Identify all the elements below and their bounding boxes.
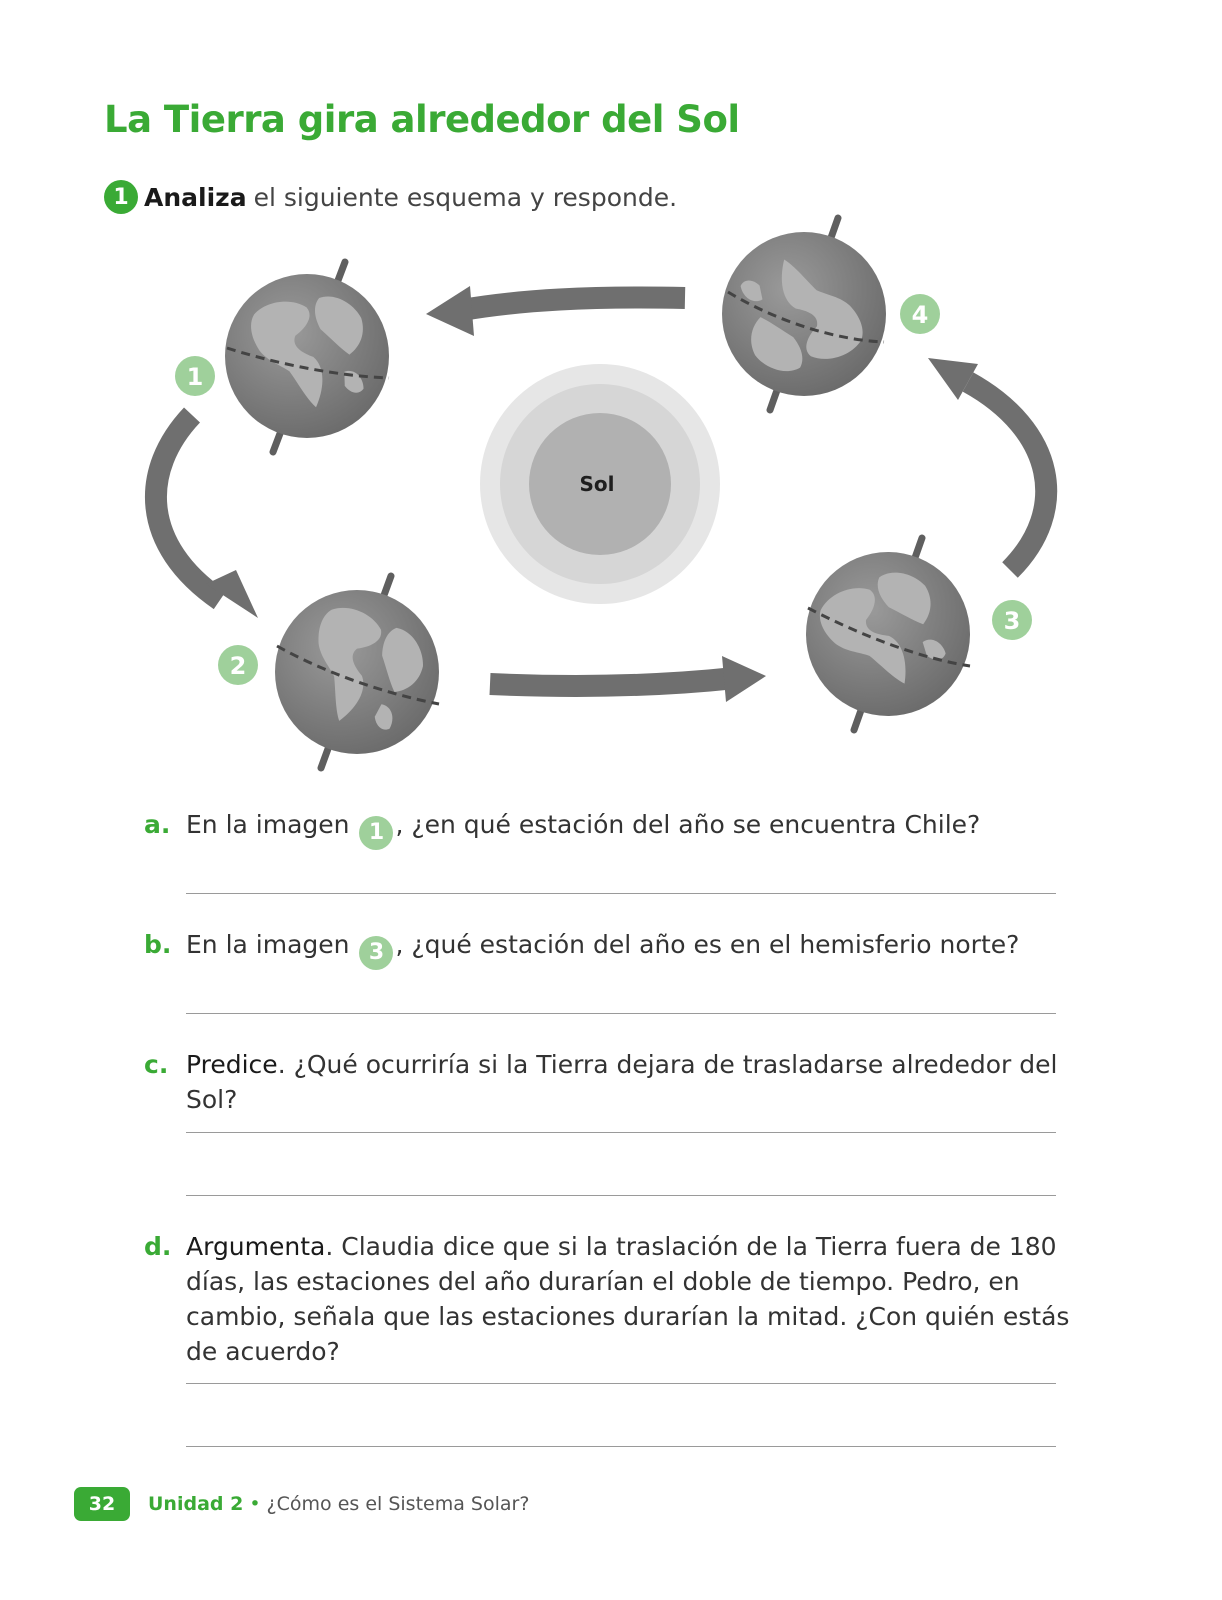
instruction-verb: Analiza [144,182,247,212]
answer-line-d-1[interactable] [186,1383,1056,1384]
footer-separator: • [249,1493,261,1515]
arrow-3-to-4 [968,382,1046,570]
position-badge-4 [900,294,940,334]
activity-number-badge: 1 [104,180,138,214]
position-badge-3 [992,600,1032,640]
question-text: . ¿Qué ocurriría si la Tierra dejara de trasladarse alrededor del Sol? [186,1050,1058,1114]
question-a [144,807,1084,850]
svg-text:3: 3 [1003,607,1021,635]
page-footer [74,1487,529,1521]
earth-orbit-diagram [0,210,1222,780]
question-text-post: , ¿en qué estación del año se encuentra Chile? [395,810,981,839]
earth-position-4 [722,218,886,410]
svg-text:1: 1 [186,363,204,391]
question-text: . Claudia dice que si la traslación de la Tierra fuera de 180 días, las estaciones del año durarían el doble de tiempo. Pedro, en cambio, señala que las estaciones durarían la mitad. ¿Con quién estás de acuerdo? [186,1232,1070,1366]
question-keyword: Argumenta [186,1232,326,1261]
arrow-4-to-1 [462,298,685,311]
answer-line-a[interactable] [186,893,1056,894]
question-letter: d. [144,1232,172,1261]
question-b [144,927,1084,970]
unit-title: ¿Cómo es el Sistema Solar? [266,1493,530,1515]
question-text-post: , ¿qué estación del año es en el hemisferio norte? [395,930,1020,959]
sun-label: Sol [579,472,615,496]
earth-position-3 [806,538,970,730]
answer-line-c-2[interactable] [186,1195,1056,1196]
answer-line-d-2[interactable] [186,1446,1056,1447]
question-text-pre: En la imagen [186,930,350,959]
page-number: 32 [74,1487,130,1521]
question-text-pre: En la imagen [186,810,350,839]
earth-position-2 [275,576,439,768]
question-image-badge: 1 [359,816,393,850]
arrow-2-to-3 [490,678,735,686]
page-title: La Tierra gira alrededor del Sol [104,98,740,141]
activity-instruction [104,180,677,214]
question-image-badge: 3 [359,936,393,970]
unit-label: Unidad 2 [148,1493,244,1515]
answer-line-c-1[interactable] [186,1132,1056,1133]
question-letter: b. [144,930,172,959]
sun [480,364,720,604]
question-d [144,1229,1084,1369]
svg-text:2: 2 [229,652,247,680]
position-badge-2 [218,645,258,685]
question-letter: a. [144,810,171,839]
earth-position-1 [225,262,389,452]
instruction-text: el siguiente esquema y responde. [253,182,678,212]
question-c [144,1047,1084,1117]
answer-line-b[interactable] [186,1013,1056,1014]
svg-text:4: 4 [911,301,929,329]
question-letter: c. [144,1050,169,1079]
position-badge-1 [175,356,215,396]
arrow-1-to-2 [156,415,220,600]
question-keyword: Predice [186,1050,278,1079]
